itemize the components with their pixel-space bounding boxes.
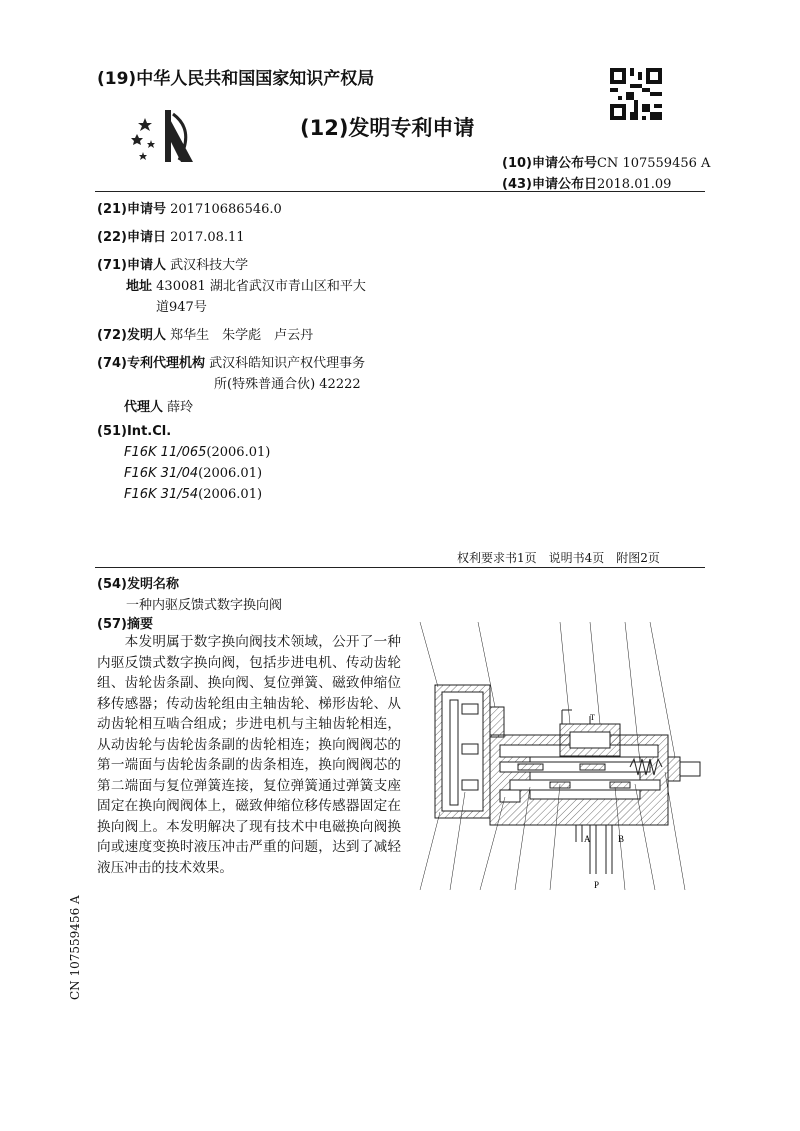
port-p-label: P	[594, 880, 600, 890]
app-date-label: (22)申请日	[97, 230, 166, 245]
address-line1: 430081 湖北省武汉市青山区和平大	[156, 279, 366, 294]
ipc-code: F16K 31/54	[124, 487, 199, 502]
agency-line2: 所(特殊普通合伙) 42222	[214, 377, 361, 392]
ipc-version: (2006.01)	[198, 466, 263, 481]
pages-divider	[95, 567, 705, 568]
applicant-row	[97, 254, 248, 273]
app-date-value: 2017.08.11	[170, 230, 245, 245]
intcl-label: (51)Int.Cl.	[97, 424, 172, 439]
port-t-label: T	[590, 713, 595, 722]
app-no-row	[97, 198, 282, 217]
ipc-code: F16K 11/065	[124, 445, 207, 460]
pub-date-value: 2018.01.09	[596, 177, 672, 192]
agent-row	[124, 396, 193, 415]
address-label: 地址	[126, 279, 153, 294]
port-b-label: B	[618, 834, 625, 844]
applicant-value: 武汉科技大学	[170, 258, 249, 273]
agency-line1: 武汉科皓知识产权代理事务	[209, 356, 366, 371]
address-row	[126, 275, 366, 294]
doc-type: (12)发明专利申请	[300, 116, 475, 140]
applicant-label: (71)申请人	[97, 258, 166, 273]
inventor-value: 郑华生 朱学彪 卢云丹	[170, 328, 314, 343]
pub-date-row	[502, 173, 671, 192]
port-a-label: A	[584, 834, 591, 844]
valve-drawing	[410, 612, 710, 897]
ipc-row	[124, 487, 262, 502]
header-divider	[95, 191, 705, 192]
agency-row	[97, 352, 365, 371]
invention-title: 一种内驱反馈式数字换向阀	[126, 598, 283, 613]
ipc-row	[124, 445, 270, 460]
abstract-text: 本发明属于数字换向阀技术领域，公开了一种内驱反馈式数字换向阀，包括步进电机、传动齿轮组、齿轮齿条副、换向阀、复位弹簧、磁致伸缩位移传感器；传动齿轮组由主轴齿轮、梯形齿轮、从动齿轮相互啮合组成；步进电机与主轴齿轮相连，从动齿轮与齿轮齿条副的齿轮相连；换向阀阀芯的第一端面与齿轮齿条副的齿条相连，换向阀阀芯的第二端面与复位弹簧连接，复位弹簧通过弹簧支座固定在换向阀阀体上，磁致伸缩位移传感器固定在换向阀上。本发明解决了现有技术中电磁换向阀换向或速度变换时液压冲击严重的问题，达到了减轻液压冲击的技术效果。	[97, 634, 401, 876]
qr-code-icon	[610, 68, 662, 120]
app-no-value: 201710686546.0	[170, 202, 282, 217]
ipc-version: (2006.01)	[198, 487, 263, 502]
side-code: CN 107559456 A	[68, 895, 82, 1000]
ipc-row	[124, 466, 262, 481]
inventor-label: (72)发明人	[97, 328, 166, 343]
pub-date-label: (43)申请公布日	[502, 177, 597, 192]
ipc-version: (2006.01)	[206, 445, 271, 460]
office-name: (19)中华人民共和国国家知识产权局	[97, 69, 375, 89]
ipc-code: F16K 31/04	[124, 466, 199, 481]
title-label: (54)发明名称	[97, 577, 179, 592]
abstract-label: (57)摘要	[97, 617, 153, 632]
cnipa-logo	[125, 100, 205, 170]
agency-label: (74)专利代理机构	[97, 356, 205, 371]
agent-value: 薛玲	[167, 400, 194, 415]
inventor-row	[97, 324, 313, 343]
pages-info: 权利要求书1页 说明书4页 附图2页	[457, 551, 660, 565]
app-date-row	[97, 226, 245, 245]
app-no-label: (21)申请号	[97, 202, 166, 217]
pub-no-value: CN 107559456 A	[596, 156, 711, 171]
pub-number-row	[502, 152, 710, 171]
pub-no-label: (10)申请公布号	[502, 156, 597, 171]
address-line2: 道947号	[156, 300, 207, 315]
agent-label: 代理人	[124, 400, 164, 415]
